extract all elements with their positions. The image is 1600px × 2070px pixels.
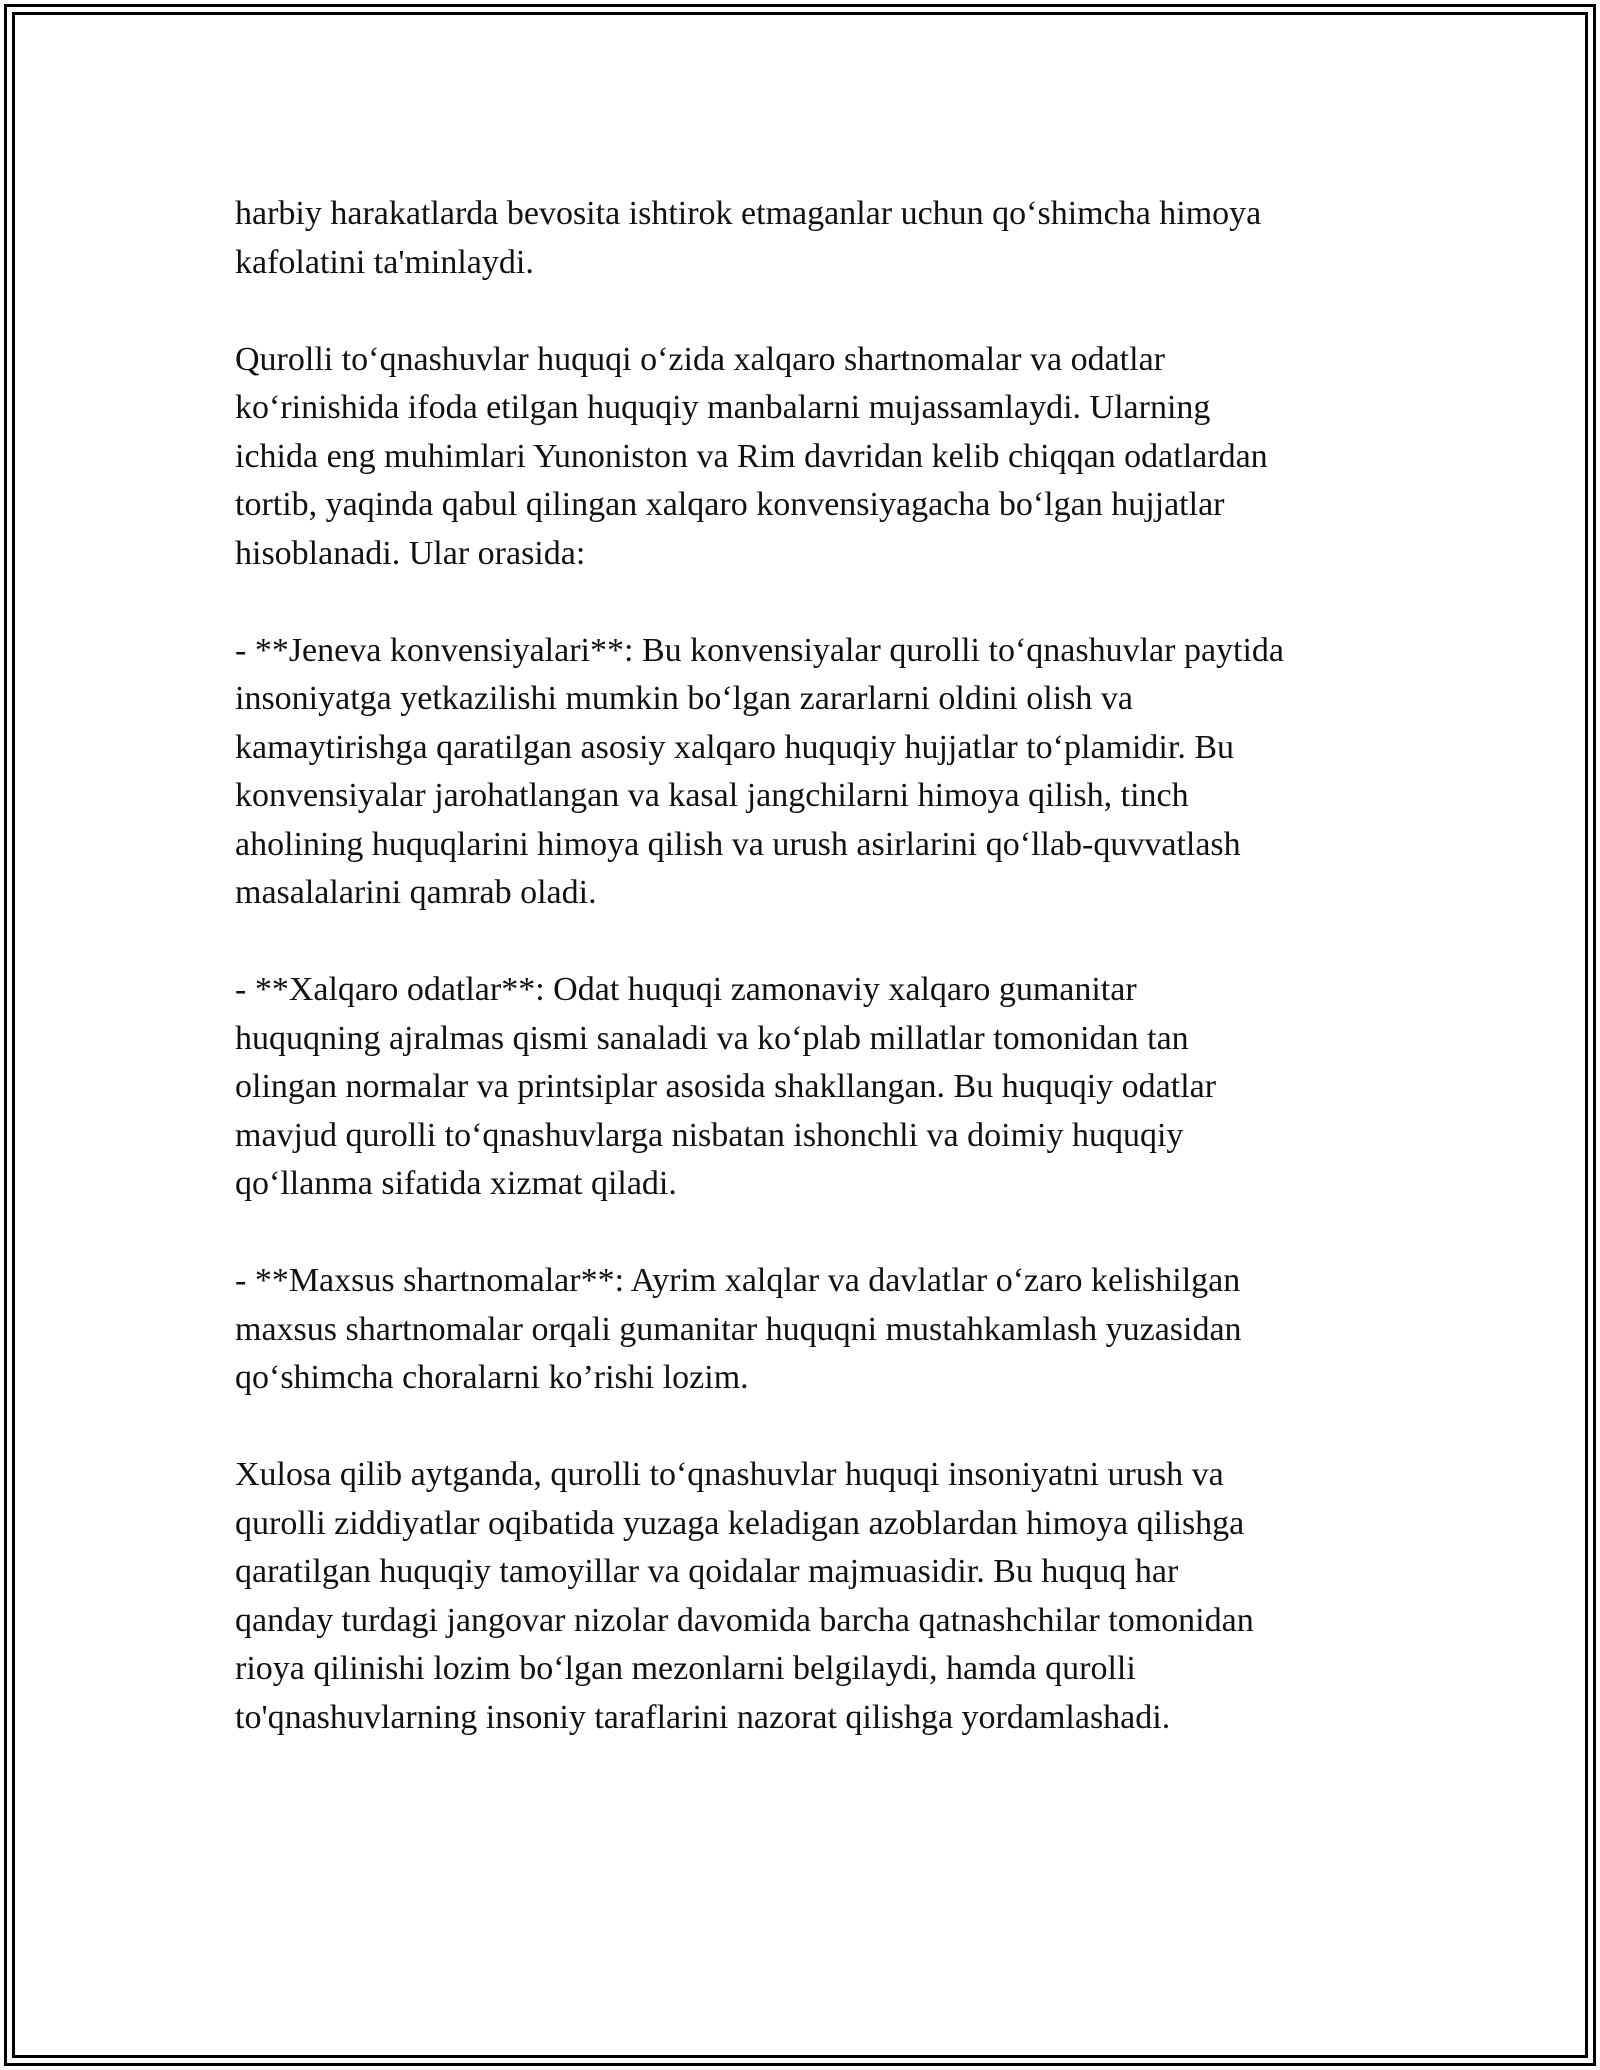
document-body bbox=[235, 190, 1405, 1791]
paragraph-conclusion: Xulosa qilib aytganda, qurolli to‘qnashuvlar huquqi insoniyatni urush va qurolli ziddiyatlar oqibatida yuzaga keladigan azoblardan himoya qilishga qaratilgan huquqiy tamoyillar va qoidalar majmuasidir. Bu huquq har qanday turdagi jangovar nizolar davomida barcha qatnashchilar tomonidan rioya qilinishi lozim bo‘lgan mezonlarni belgilaydi, hamda qurolli to'qnashuvlarning insoniy taraflarini nazorat qilishga yordamlashadi. bbox=[235, 1456, 1254, 1736]
paragraph-legal-sources: Qurolli to‘qnashuvlar huquqi o‘zida xalqaro shartnomalar va odatlar ko‘rinishida ifoda etilgan huquqiy manbalarni mujassamlaydi. Ularning ichida eng muhimlari Yunoniston va Rim davridan kelib chiqqan odatlardan tortib, yaqinda qabul qilingan xalqaro konvensiyagacha bo‘lgan hujjatlar hisoblanadi. Ular orasida: bbox=[235, 340, 1268, 572]
list-item-international-customs: - **Xalqaro odatlar**: Odat huquqi zamonaviy xalqaro gumanitar huquqning ajralmas qismi sanaladi va ko‘plab millatlar tomonidan tan olingan normalar va printsiplar asosida shakllangan. Bu huquqiy odatlar mavjud qurolli to‘qnashuvlarga nisbatan ishonchli va doimiy huquqiy qo‘llanma sifatida xizmat qiladi. bbox=[235, 971, 1217, 1202]
paragraph-intro-continuation: harbiy harakatlarda bevosita ishtirok etmaganlar uchun qo‘shimcha himoya kafolatini ta'minlaydi. bbox=[235, 195, 1262, 281]
list-item-geneva-conventions: - **Jeneva konvensiyalari**: Bu konvensiyalar qurolli to‘qnashuvlar paytida insoniyatga yetkazilishi mumkin bo‘lgan zararlarni oldini olish va kamaytirishga qaratilgan asosiy xalqaro huquqiy hujjatlar to‘plamidir. Bu konvensiyalar jarohatlangan va kasal jangchilarni himoya qilish, tinch aholining huquqlarini himoya qilish va urush asirlarini qo‘llab-quvvatlash masalalarini qamrab oladi. bbox=[235, 631, 1285, 911]
list-item-special-treaties: - **Maxsus shartnomalar**: Ayrim xalqlar va davlatlar o‘zaro kelishilgan maxsus shartnomalar orqali gumanitar huquqni mustahkamlash yuzasidan qo‘shimcha choralarni ko’rishi lozim. bbox=[235, 1262, 1242, 1396]
